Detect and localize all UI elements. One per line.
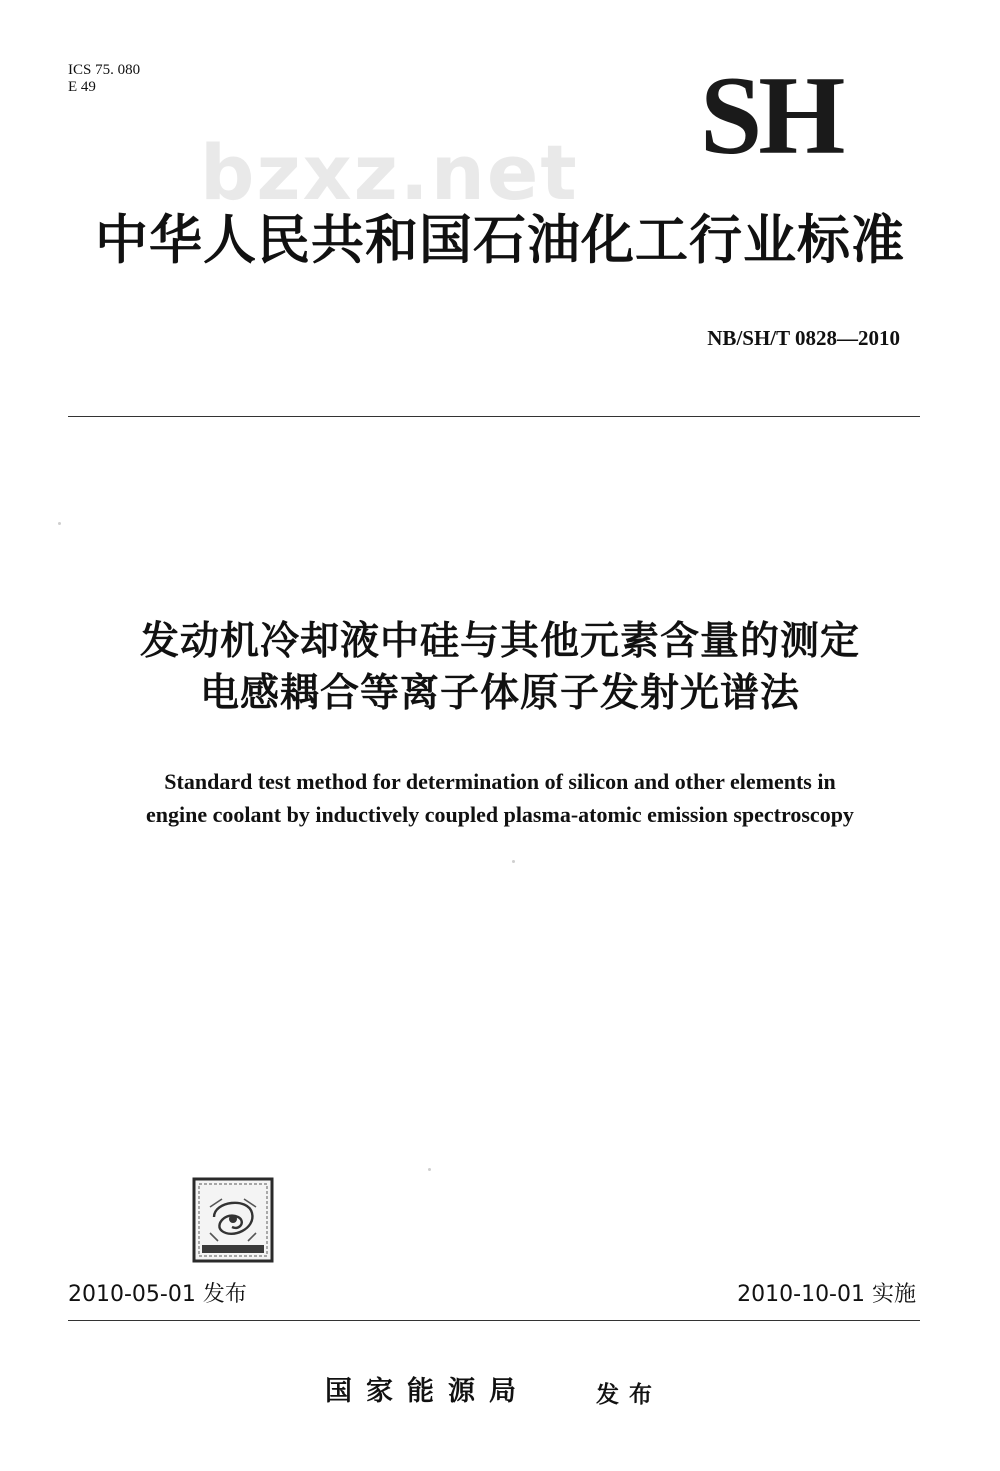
- publisher-name: 国家能源局: [325, 1376, 530, 1407]
- publisher-seal-icon: [192, 1177, 274, 1263]
- title-english: [0, 765, 1000, 831]
- footer-divider: [68, 1320, 920, 1321]
- implementation-date: 2010-10-01 实施: [737, 1282, 916, 1307]
- header-divider: [68, 416, 920, 417]
- title-english-line-1: Standard test method for determination of silicon and other elements in: [164, 769, 836, 794]
- ics-code: ICS 75. 080: [68, 62, 141, 78]
- scan-speck: [512, 860, 515, 863]
- sh-logo: SH: [700, 54, 842, 178]
- ccs-code: E 49: [68, 79, 96, 95]
- scan-speck: [428, 1168, 431, 1171]
- watermark: bzxz.net: [200, 128, 579, 217]
- standard-number: NB/SH/T 0828—2010: [707, 326, 900, 350]
- title-chinese-line-1: 发动机冷却液中硅与其他元素含量的测定: [139, 619, 860, 664]
- title-chinese-line-2: 电感耦合等离子体原子发射光谱法: [199, 671, 800, 716]
- classification-codes: [68, 62, 140, 96]
- title-chinese: [0, 616, 1000, 720]
- publisher-verb: 发布: [596, 1382, 662, 1408]
- scan-speck: [58, 522, 61, 525]
- issue-date: 2010-05-01 发布: [68, 1282, 247, 1307]
- organization-title: 中华人民共和国石油化工行业标准: [95, 210, 905, 271]
- title-english-line-2: engine coolant by inductively coupled plasma-atomic emission spectroscopy: [146, 802, 854, 827]
